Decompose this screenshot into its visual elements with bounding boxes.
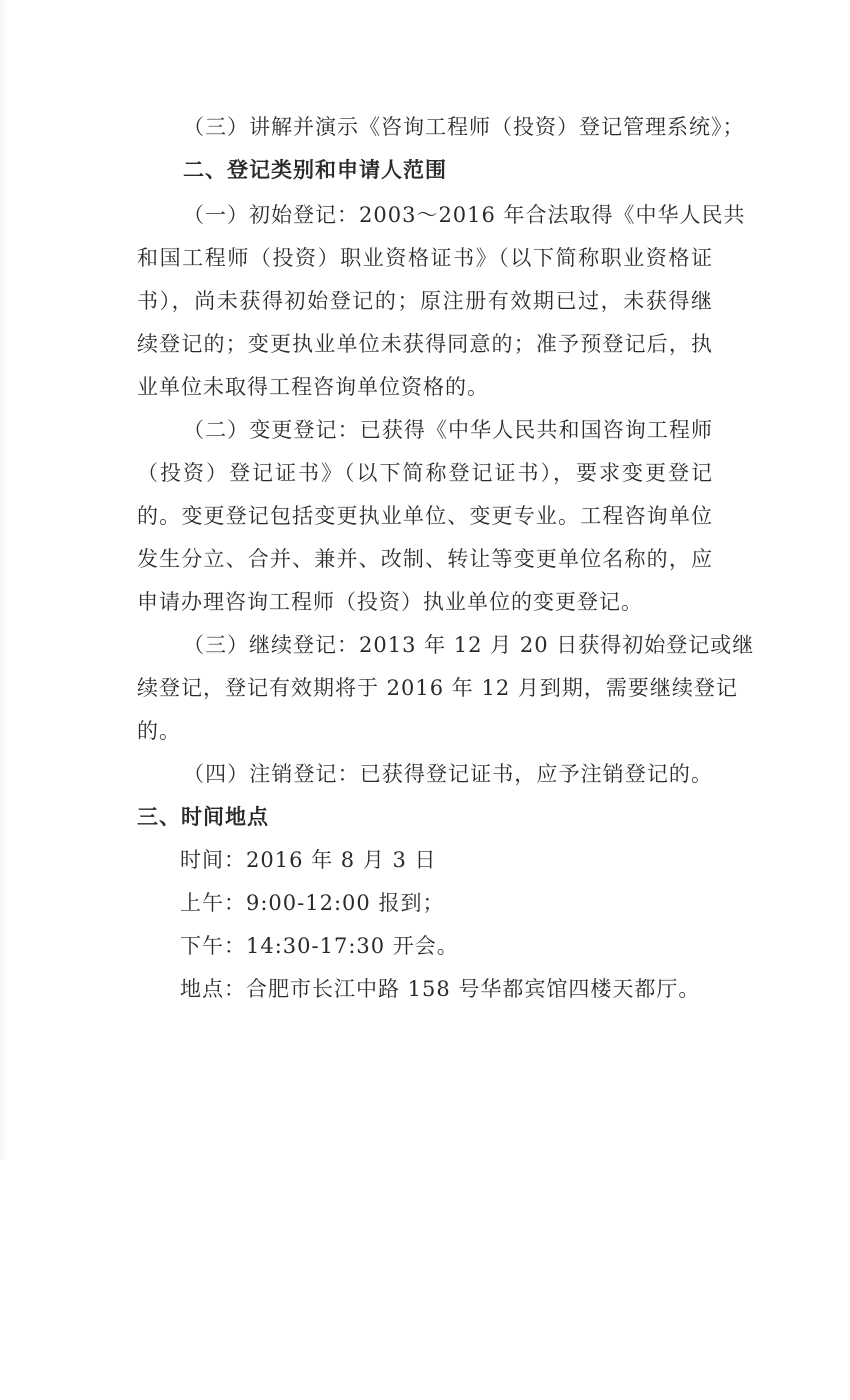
change-registration-line-5: 申请办理咨询工程师（投资）执业单位的变更登记。 xyxy=(137,590,643,614)
location: 地点：合肥市长江中路 158 号华都宾馆四楼天都厅。 xyxy=(180,977,701,1001)
change-registration-line-2: （投资）登记证书》（以下简称登记证书），要求变更登记 xyxy=(137,461,713,485)
initial-registration-line-3: 书），尚未获得初始登记的；原注册有效期已过，未获得继 xyxy=(137,289,713,313)
renewal-registration-line-2: 续登记，登记有效期将于 2016 年 12 月到期，需要继续登记 xyxy=(137,676,738,700)
change-registration-line-4: 发生分立、合并、兼并、改制、转让等变更单位名称的，应 xyxy=(137,547,713,571)
time-afternoon: 下午：14:30-17:30 开会。 xyxy=(180,934,459,958)
renewal-registration-line-3: 的。 xyxy=(137,719,181,743)
item-3-system-demo: （三）讲解并演示《咨询工程师（投资）登记管理系统》； xyxy=(183,115,745,139)
change-registration-line-1: （二）变更登记：已获得《中华人民共和国咨询工程师 xyxy=(183,418,713,442)
time-date: 时间：2016 年 8 月 3 日 xyxy=(180,848,437,872)
change-registration-line-3: 的。变更登记包括变更执业单位、变更专业。工程咨询单位 xyxy=(137,504,713,528)
renewal-registration-line-1: （三）继续登记：2013 年 12 月 20 日获得初始登记或继 xyxy=(183,633,755,657)
initial-registration-line-2: 和国工程师（投资）职业资格证书》（以下简称职业资格证 xyxy=(137,246,713,270)
initial-registration-line-5: 业单位未取得工程咨询单位资格的。 xyxy=(137,375,489,399)
initial-registration-line-4: 续登记的；变更执业单位未获得同意的；准予预登记后，执 xyxy=(137,332,713,356)
section-2-heading: 二、登记类别和申请人范围 xyxy=(183,158,447,182)
time-morning: 上午：9:00-12:00 报到； xyxy=(180,891,445,915)
initial-registration-line-1: （一）初始登记：2003～2016 年合法取得《中华人民共 xyxy=(183,203,746,227)
scan-shadow xyxy=(0,0,8,1160)
cancellation-registration-line: （四）注销登记：已获得登记证书，应予注销登记的。 xyxy=(183,762,713,786)
section-3-heading: 三、时间地点 xyxy=(137,805,269,829)
